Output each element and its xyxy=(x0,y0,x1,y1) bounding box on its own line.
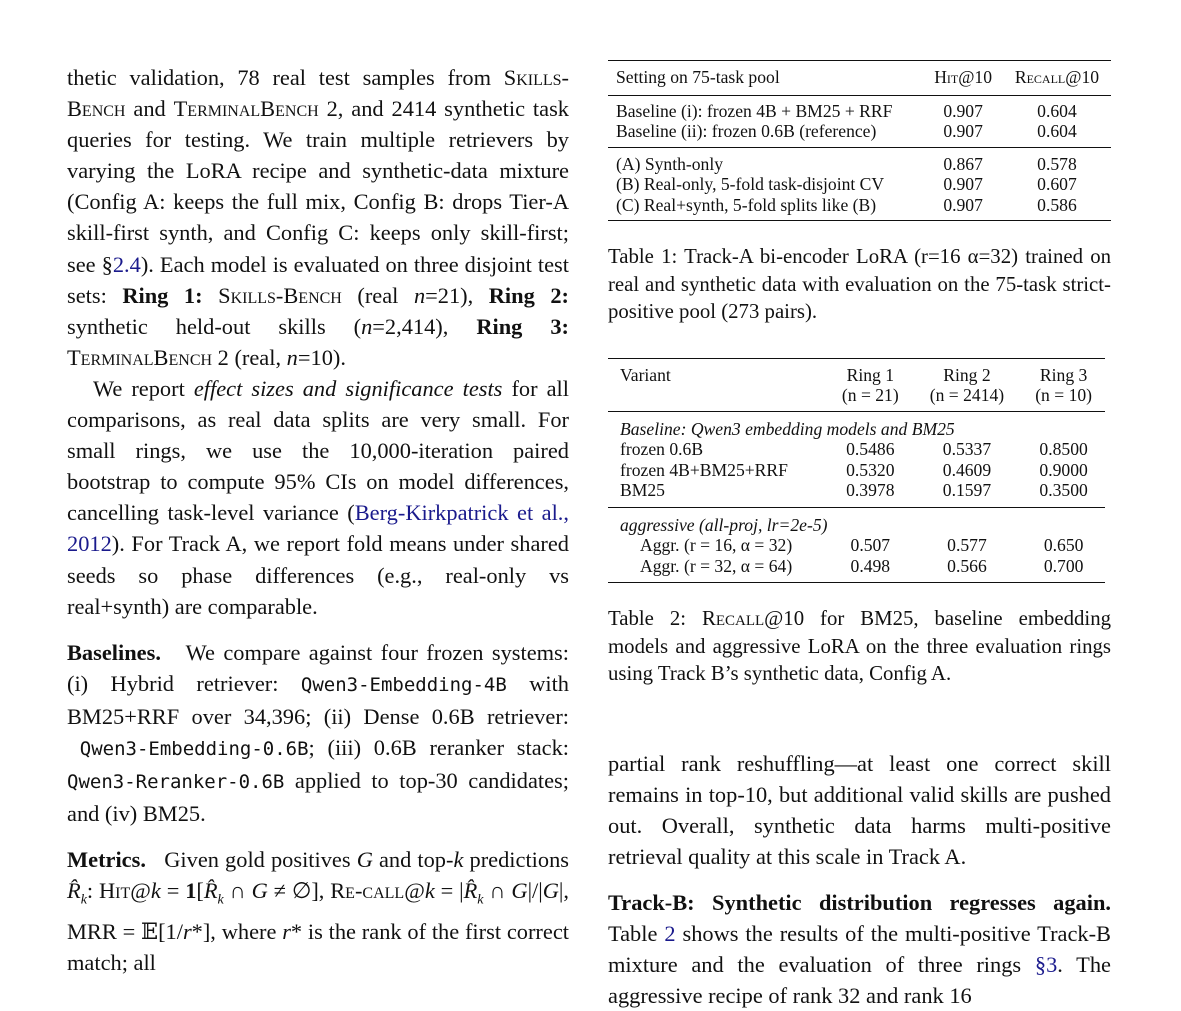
paragraph-baselines: Baselines. We compare against four frozen systems: (i) Hybrid retriever: Qwen3-Embedding-4B with BM25+RRF over 34,396; (ii) Dense 0.6B retriever: Qwen3-Embedding-0.6B; (iii) 0.6B reranker stack: Qwen3-Reranker-0.6B applied to top-30 candidates; and (iv) BM25. xyxy=(67,637,569,830)
table-2-caption: Table 2: Recall@10 for BM25, baseline embedding models and aggressive LoRA on the three evaluation rings using Track B’s synthetic data, Config A. xyxy=(608,605,1111,688)
table-row: BM25 0.3978 0.1597 0.3500 xyxy=(608,480,1105,507)
section-row-aggressive: aggressive (all-proj, lr=2e-5) xyxy=(608,507,1105,535)
left-column xyxy=(67,62,569,978)
table-row: Aggr. (r = 32, α = 64) 0.498 0.566 0.700 xyxy=(608,556,1105,583)
section-row-baseline: Baseline: Qwen3 embedding models and BM25 xyxy=(608,411,1105,439)
section-link[interactable]: 2.4 xyxy=(113,252,141,277)
header-variant: Variant xyxy=(608,358,825,411)
table-row: (C) Real+synth, 5-fold splits like (B) 0.907 0.586 xyxy=(608,195,1111,221)
table-row: Baseline (i): frozen 4B + BM25 + RRF 0.907 0.604 xyxy=(608,95,1111,121)
table-1-caption: Table 1: Track-A bi-encoder LoRA (r=16 α=32) trained on real and synthetic data with evaluation on the 75-task strict-positive pool (273 pairs). xyxy=(608,243,1111,326)
table-row: Aggr. (r = 16, α = 32) 0.507 0.577 0.650 xyxy=(608,535,1105,556)
metrics-heading: Metrics. xyxy=(67,847,146,872)
table-ref-link[interactable]: 2 xyxy=(664,921,675,946)
header-ring2: Ring 2 (n = 2414) xyxy=(912,358,1019,411)
header-hit10: Hit@10 xyxy=(923,61,1003,96)
baselines-heading: Baselines. xyxy=(67,640,161,665)
paragraph-track-a-summary: partial rank reshuffling—at least one correct skill remains in top-10, but additional valid skills are pushed out. Overall, synthetic data harms multi-positive retrieval quality at this scale in Track A. xyxy=(608,748,1111,872)
header-ring3: Ring 3 (n = 10) xyxy=(1018,358,1105,411)
track-b-heading: Track-B: Synthetic distribution regresses again. xyxy=(608,890,1111,915)
header-recall10: Recall@10 xyxy=(1003,61,1111,96)
table-row: frozen 0.6B 0.5486 0.5337 0.8500 xyxy=(608,439,1105,460)
table-row: (A) Synth-only 0.867 0.578 xyxy=(608,147,1111,174)
paragraph-track-b: Track-B: Synthetic distribution regresses again. Table 2 shows the results of the multi-positive Track-B mixture and the evaluation of three rings §3. The aggressive recipe of rank 32 and rank 16 xyxy=(608,887,1111,1011)
right-body-text xyxy=(608,748,1111,1011)
paragraph-metrics: Metrics. Given gold positives G and top-k predictions $R̂_k$: Hit@k = $1[R̂_k$ ∩ G ≠ ∅], Re-call@k = $|R̂_k$ ∩ G|/|G|, MRR = 𝔼[1/r*], where r* is the rank of the first correct match; all xyxy=(67,844,569,978)
table-row: frozen 4B+BM25+RRF 0.5320 0.4609 0.9000 xyxy=(608,460,1105,481)
table-row: (B) Real-only, 5-fold task-disjoint CV 0.907 0.607 xyxy=(608,174,1111,195)
table-1 xyxy=(608,60,1111,221)
header-ring1: Ring 1 (n = 21) xyxy=(825,358,912,411)
table-row: Baseline (ii): frozen 0.6B (reference) 0.907 0.604 xyxy=(608,121,1111,147)
table-2-header xyxy=(608,358,1105,411)
table-2 xyxy=(608,358,1105,584)
citation-link[interactable]: Berg-Kirkpatrick et al., 2012 xyxy=(67,500,569,556)
right-column xyxy=(608,60,1111,1011)
section-ref-link[interactable]: §3 xyxy=(1035,952,1057,977)
paragraph-data-setup: thetic validation, 78 real test samples from Skills-Bench and TerminalBench 2, and 2414 synthetic task queries for testing. We train multiple retrievers by varying the LoRA recipe and synthetic-data mixture (Config A: keeps the full mix, Config B: drops Tier-A skill-first synth, and Config C: keeps only skill-first; see §2.4). Each model is evaluated on three disjoint test sets: Ring 1: Skills-Bench (real n=21), Ring 2: synthetic held-out skills (n=2,414), Ring 3: TerminalBench 2 (real, n=10). xyxy=(67,62,569,373)
paragraph-significance: We report effect sizes and significance tests for all comparisons, as real data splits are very small. For small rings, we use the 10,000-iteration paired bootstrap to compute 95% CIs on model differences, cancelling task-level variance (Berg-Kirkpatrick et al., 2012). For Track A, we report fold means under shared seeds so phase differences (e.g., real-only vs real+synth) are comparable. xyxy=(67,373,569,622)
header-setting: Setting on 75-task pool xyxy=(608,61,923,96)
table-1-header xyxy=(608,61,1111,96)
